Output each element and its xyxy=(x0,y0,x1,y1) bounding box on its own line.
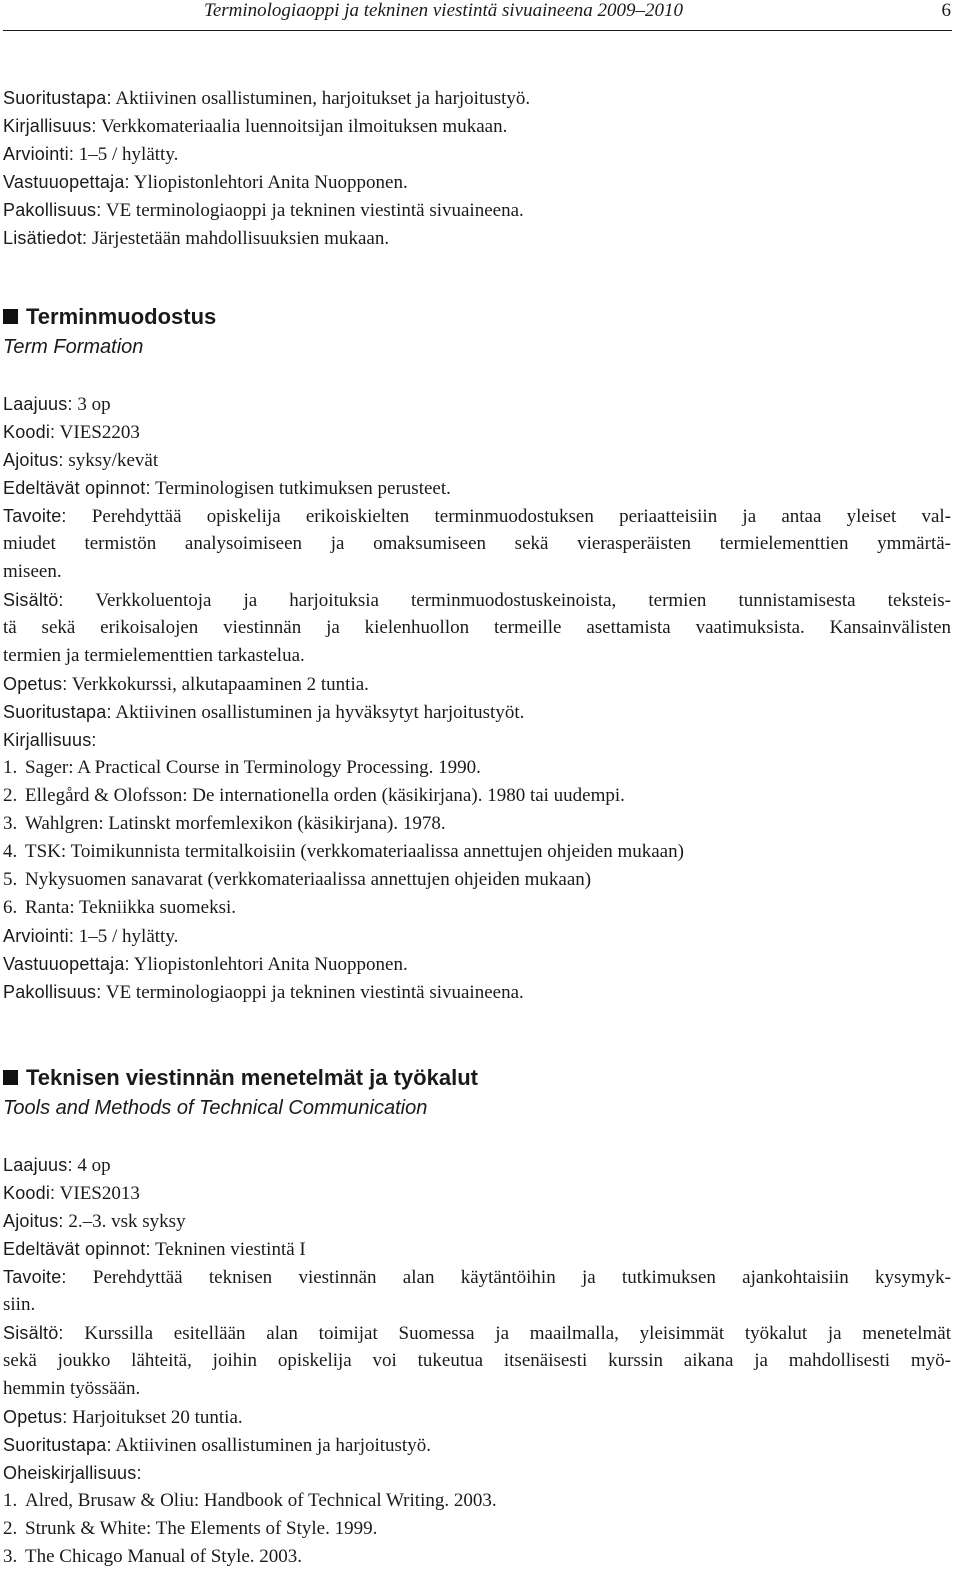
field-value: Aktiivinen osallistuminen, harjoitukset ja harjoitustyö. xyxy=(111,88,531,109)
header-rule xyxy=(3,30,952,31)
field-label: Pakollisuus: xyxy=(3,200,102,220)
field-vastuuopettaja xyxy=(3,168,951,196)
field-sisalto-cont: sekä joukko lähteitä, joihin opiskelija voi tukeutua itsenäisesti kurssin aikana ja mahdollisesti myö- xyxy=(3,1350,951,1371)
field-value: Järjestetään mahdollisuuksien mukaan. xyxy=(87,228,390,249)
field-suoritustapa: Suoritustapa: Aktiivinen osallistuminen ja hyväksytyt harjoitustyöt. xyxy=(3,702,525,723)
square-bullet-icon xyxy=(3,1070,18,1085)
literature-item: 1. Alred, Brusaw & Oliu: Handbook of Technical Writing. 2003. xyxy=(3,1490,497,1511)
field-value: VE terminologiaoppi ja tekninen viestintä sivuaineena. xyxy=(101,200,524,221)
course-terminmuodostus xyxy=(3,302,951,362)
field-sisalto-cont: hemmin työssään. xyxy=(3,1378,141,1399)
field-pakollisuus xyxy=(3,196,951,224)
field-value: Yliopistonlehtori Anita Nuopponen. xyxy=(129,172,408,193)
square-bullet-icon xyxy=(3,309,18,324)
field-suoritustapa xyxy=(3,84,951,112)
course-title: Terminmuodostus xyxy=(3,302,951,332)
field-koodi: Koodi: VIES2013 xyxy=(3,1183,140,1204)
field-label: Suoritustapa: xyxy=(3,88,112,108)
field-label: Lisätiedot: xyxy=(3,228,88,248)
field-opetus: Opetus: Verkkokurssi, alkutapaaminen 2 tuntia. xyxy=(3,674,369,695)
field-arviointi: Arviointi: 1–5 / hylätty. xyxy=(3,926,179,947)
field-label: Vastuuopettaja: xyxy=(3,172,130,192)
literature-item: 3. The Chicago Manual of Style. 2003. xyxy=(3,1546,303,1567)
field-edeltavat-opinnot: Edeltävät opinnot: Terminologisen tutkimuksen perusteet. xyxy=(3,478,451,499)
field-kirjallisuus xyxy=(3,112,951,140)
field-laajuus: Laajuus: 4 op xyxy=(3,1155,111,1176)
previous-course-details xyxy=(3,84,951,252)
literature-item: 2. Ellegård & Olofsson: De internationella orden (käsikirjana). 1980 tai uudempi. xyxy=(3,785,625,806)
field-label: Arviointi: xyxy=(3,144,75,164)
field-suoritustapa: Suoritustapa: Aktiivinen osallistuminen ja harjoitustyö. xyxy=(3,1435,431,1456)
field-sisalto: Sisältö: Kurssilla esitellään alan toimijat Suomessa ja maailmalla, yleisimmät työkalut ja menetelmät xyxy=(3,1323,951,1344)
field-tavoite: Tavoite: Perehdyttää opiskelija erikoiskielten terminmuodostuksen periaatteisiin ja antaa yleiset val- xyxy=(3,506,951,527)
field-sisalto: Sisältö: Verkkoluentoja ja harjoituksia terminmuodostuskeinoista, termien tunnistamisesta teksteis- xyxy=(3,590,951,611)
literature-item: 2. Strunk & White: The Elements of Style. 1999. xyxy=(3,1518,378,1539)
field-kirjallisuus-label: Kirjallisuus: xyxy=(3,730,97,750)
literature-item: 5. Nykysuomen sanavarat (verkkomateriaalissa annettujen ohjeiden mukaan) xyxy=(3,869,592,890)
running-header-title: Terminologiaoppi ja tekninen viestintä sivuaineena 2009–2010 xyxy=(204,0,683,21)
field-tavoite-cont: siin. xyxy=(3,1294,36,1315)
page-number: 6 xyxy=(941,0,951,21)
field-tavoite: Tavoite: Perehdyttää teknisen viestinnän alan käytäntöihin ja tutkimuksen ajankohtaisiin kysymyk- xyxy=(3,1267,951,1288)
field-ajoitus: Ajoitus: syksy/kevät xyxy=(3,450,159,471)
field-opetus: Opetus: Harjoitukset 20 tuntia. xyxy=(3,1407,243,1428)
field-arviointi xyxy=(3,140,951,168)
field-sisalto-cont: termien ja termielementtien tarkastelua. xyxy=(3,645,305,666)
field-lisatiedot xyxy=(3,224,951,252)
field-tavoite-cont: miudet termistön analysoimiseen ja omaksumiseen sekä vierasperäisten termielementtien ymmärtä- xyxy=(3,533,951,554)
field-value: Verkkomateriaalia luennoitsijan ilmoituksen mukaan. xyxy=(96,116,508,137)
literature-item: 4. TSK: Toimikunnista termitalkoisiin (verkkomateriaalissa annettujen ohjeiden mukaan) xyxy=(3,841,684,862)
field-sisalto-cont: tä sekä erikoisalojen viestinnän ja kielenhuollon termeille asettamista vaatimuksista. Kansainvälisten xyxy=(3,617,951,638)
course-teknisen-viestinnan-menetelmat xyxy=(3,1063,951,1123)
field-tavoite-cont: miseen. xyxy=(3,561,62,582)
literature-item: 6. Ranta: Tekniikka suomeksi. xyxy=(3,897,236,918)
course-terminmuodostus-details xyxy=(3,390,951,1006)
course-subtitle: Term Formation xyxy=(3,336,144,358)
field-koodi: Koodi: VIES2203 xyxy=(3,422,140,443)
field-value: 1–5 / hylätty. xyxy=(74,144,179,165)
field-oheiskirjallisuus-label: Oheiskirjallisuus: xyxy=(3,1463,142,1483)
field-label: Kirjallisuus: xyxy=(3,116,97,136)
field-edeltavat-opinnot: Edeltävät opinnot: Tekninen viestintä I xyxy=(3,1239,306,1260)
field-vastuuopettaja: Vastuuopettaja: Yliopistonlehtori Anita Nuopponen. xyxy=(3,954,408,975)
field-ajoitus: Ajoitus: 2.–3. vsk syksy xyxy=(3,1211,186,1232)
course-subtitle: Tools and Methods of Technical Communication xyxy=(3,1097,428,1119)
field-pakollisuus: Pakollisuus: VE terminologiaoppi ja tekninen viestintä sivuaineena. xyxy=(3,982,524,1003)
literature-item: 3. Wahlgren: Latinskt morfemlexikon (käsikirjana). 1978. xyxy=(3,813,446,834)
course-teknisen-viestinnan-details xyxy=(3,1151,951,1571)
course-title: Teknisen viestinnän menetelmät ja työkalut xyxy=(3,1063,951,1093)
field-laajuus: Laajuus: 3 op xyxy=(3,394,111,415)
literature-item: 1. Sager: A Practical Course in Terminology Processing. 1990. xyxy=(3,757,481,778)
